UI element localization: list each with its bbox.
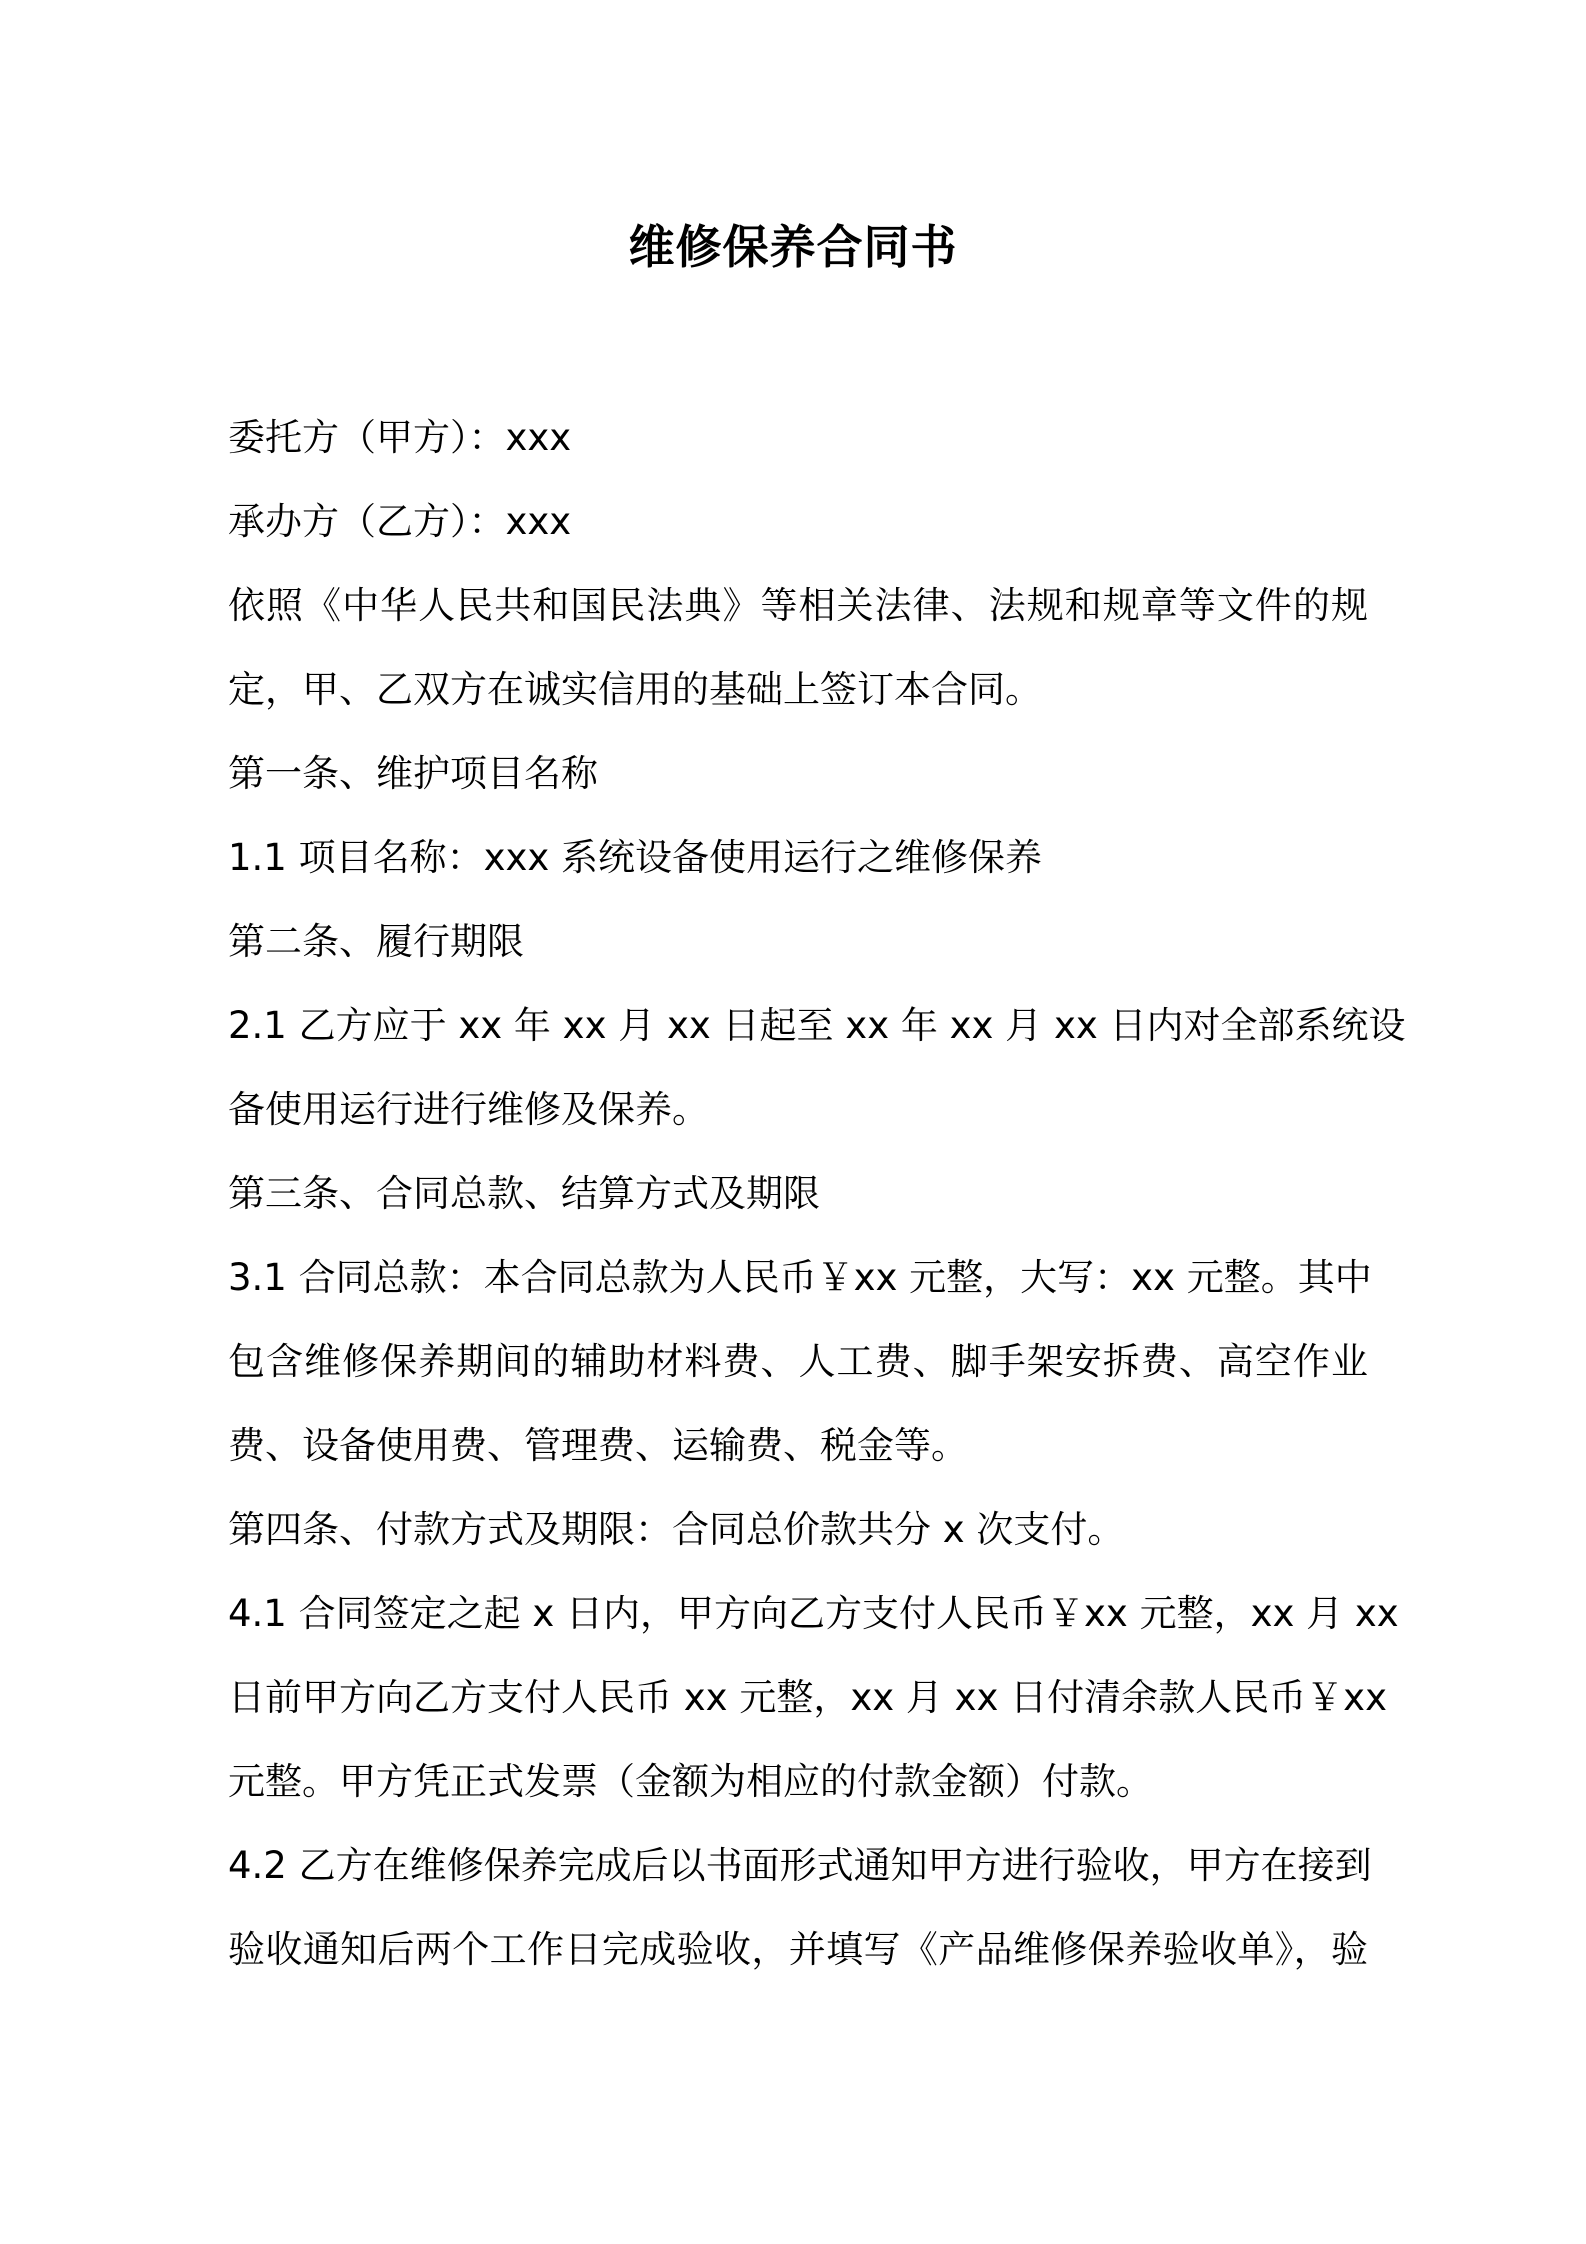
preamble-line-2: 定，甲、乙双方在诚实信用的基础上签订本合同。 [228,668,1042,711]
clause-3-1-line-1: 3.1 合同总款：本合同总款为人民币￥xx 元整，大写：xx 元整。其中 [228,1256,1372,1299]
clause-3-1-line-2: 包含维修保养期间的辅助材料费、人工费、脚手架安拆费、高空作业 [228,1340,1368,1383]
document-body [228,396,1406,1992]
clause-4-2-line-1: 4.2 乙方在维修保养完成后以书面形式通知甲方进行验收，甲方在接到 [228,1844,1372,1887]
clause-4-2-line-2: 验收通知后两个工作日完成验收，并填写《产品维修保养验收单》，验 [228,1928,1368,1971]
clause-3-1-line-3: 费、设备使用费、管理费、运输费、税金等。 [228,1424,968,1467]
clause-4-1-line-1: 4.1 合同签定之起 x 日内，甲方向乙方支付人民币￥xx 元整，xx 月 xx [228,1592,1399,1635]
clause-2-1-line-2: 备使用运行进行维修及保养。 [228,1088,709,1131]
party-b-line: 承办方（乙方）：xxx [228,500,572,543]
document-title: 维修保养合同书 [628,220,958,274]
clause-4-1-line-2: 日前甲方向乙方支付人民币 xx 元整，xx 月 xx 日付清余款人民币￥xx [228,1676,1387,1719]
article-1-heading: 第一条、维护项目名称 [228,752,598,795]
preamble-line-1: 依照《中华人民共和国民法典》等相关法律、法规和规章等文件的规 [228,584,1368,627]
article-4-heading: 第四条、付款方式及期限：合同总价款共分 x 次支付。 [228,1508,1125,1551]
party-a-line: 委托方（甲方）：xxx [228,416,572,459]
clause-4-1-line-3: 元整。甲方凭正式发票（金额为相应的付款金额）付款。 [228,1760,1153,1803]
clause-2-1-line-1: 2.1 乙方应于 xx 年 xx 月 xx 日起至 xx 年 xx 月 xx 日内对全部系统设 [228,1004,1406,1047]
clause-1-1: 1.1 项目名称：xxx 系统设备使用运行之维修保养 [228,836,1043,879]
article-3-heading: 第三条、合同总款、结算方式及期限 [228,1172,820,1215]
article-2-heading: 第二条、履行期限 [228,920,524,963]
